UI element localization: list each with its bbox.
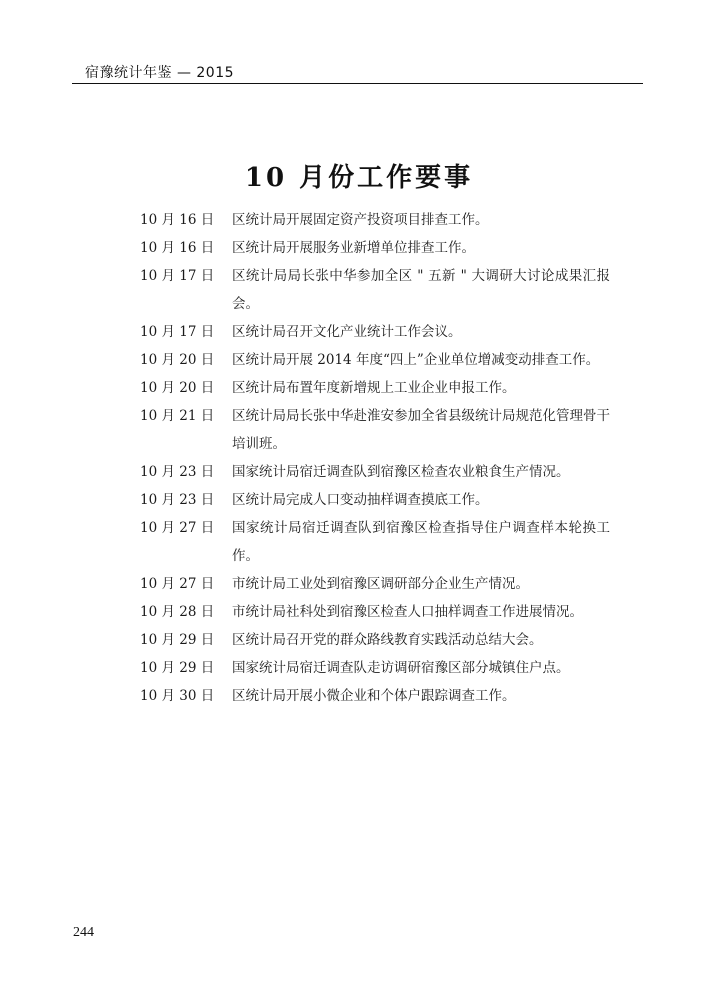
event-list <box>140 206 610 710</box>
header-rule <box>72 83 643 84</box>
event-date: 10 月 30 日 <box>140 688 215 704</box>
event-date: 10 月 23 日 <box>140 464 215 480</box>
event-date: 10 月 16 日 <box>140 240 215 256</box>
event-item <box>140 402 610 458</box>
event-text: 区统计局布置年度新增规上工业企业申报工作。 <box>232 380 516 396</box>
event-date: 10 月 29 日 <box>140 660 215 676</box>
event-date: 10 月 27 日 <box>140 520 215 536</box>
event-text: 区统计局局长张中华赴淮安参加全省县级统计局规范化管理骨干培训班。 <box>232 408 610 452</box>
event-date: 10 月 28 日 <box>140 604 215 620</box>
event-item <box>140 262 610 318</box>
event-date: 10 月 20 日 <box>140 352 215 368</box>
event-item <box>140 486 610 514</box>
event-item <box>140 374 610 402</box>
event-text: 国家统计局宿迁调查队走访调研宿豫区部分城镇住户点。 <box>232 660 570 676</box>
event-item <box>140 346 610 374</box>
event-date: 10 月 27 日 <box>140 576 215 592</box>
page-number: 244 <box>73 925 94 940</box>
event-text: 区统计局召开党的群众路线教育实践活动总结大会。 <box>232 632 543 648</box>
event-text: 区统计局召开文化产业统计工作会议。 <box>232 324 462 340</box>
event-item <box>140 514 610 570</box>
event-date: 10 月 17 日 <box>140 268 215 284</box>
event-text: 区统计局开展 2014 年度“四上”企业单位增减变动排查工作。 <box>232 352 600 368</box>
event-text: 区统计局完成人口变动抽样调查摸底工作。 <box>232 492 489 508</box>
event-date: 10 月 17 日 <box>140 324 215 340</box>
event-item <box>140 654 610 682</box>
event-text: 区统计局开展小微企业和个体户跟踪调查工作。 <box>232 688 516 704</box>
page-title: 10 月份工作要事 <box>244 163 474 194</box>
event-date: 10 月 29 日 <box>140 632 215 648</box>
event-item <box>140 626 610 654</box>
event-text: 市统计局社科处到宿豫区检查人口抽样调查工作进展情况。 <box>232 604 583 620</box>
event-item <box>140 206 610 234</box>
event-text: 区统计局开展固定资产投资项目排查工作。 <box>232 212 489 228</box>
event-text: 区统计局局长张中华参加全区 " 五新 " 大调研大讨论成果汇报会。 <box>232 268 610 312</box>
event-date: 10 月 16 日 <box>140 212 215 228</box>
event-text: 市统计局工业处到宿豫区调研部分企业生产情况。 <box>232 576 529 592</box>
running-header: 宿豫统计年鉴 — 2015 <box>85 65 235 81</box>
event-item <box>140 234 610 262</box>
event-item <box>140 318 610 346</box>
event-date: 10 月 20 日 <box>140 380 215 396</box>
event-item <box>140 458 610 486</box>
event-item <box>140 570 610 598</box>
event-date: 10 月 23 日 <box>140 492 215 508</box>
event-item <box>140 682 610 710</box>
event-item <box>140 598 610 626</box>
event-text: 国家统计局宿迁调查队到宿豫区检查农业粮食生产情况。 <box>232 464 570 480</box>
event-text: 国家统计局宿迁调查队到宿豫区检查指导住户调查样本轮换工作。 <box>232 520 610 564</box>
event-date: 10 月 21 日 <box>140 408 215 424</box>
event-text: 区统计局开展服务业新增单位排查工作。 <box>232 240 475 256</box>
